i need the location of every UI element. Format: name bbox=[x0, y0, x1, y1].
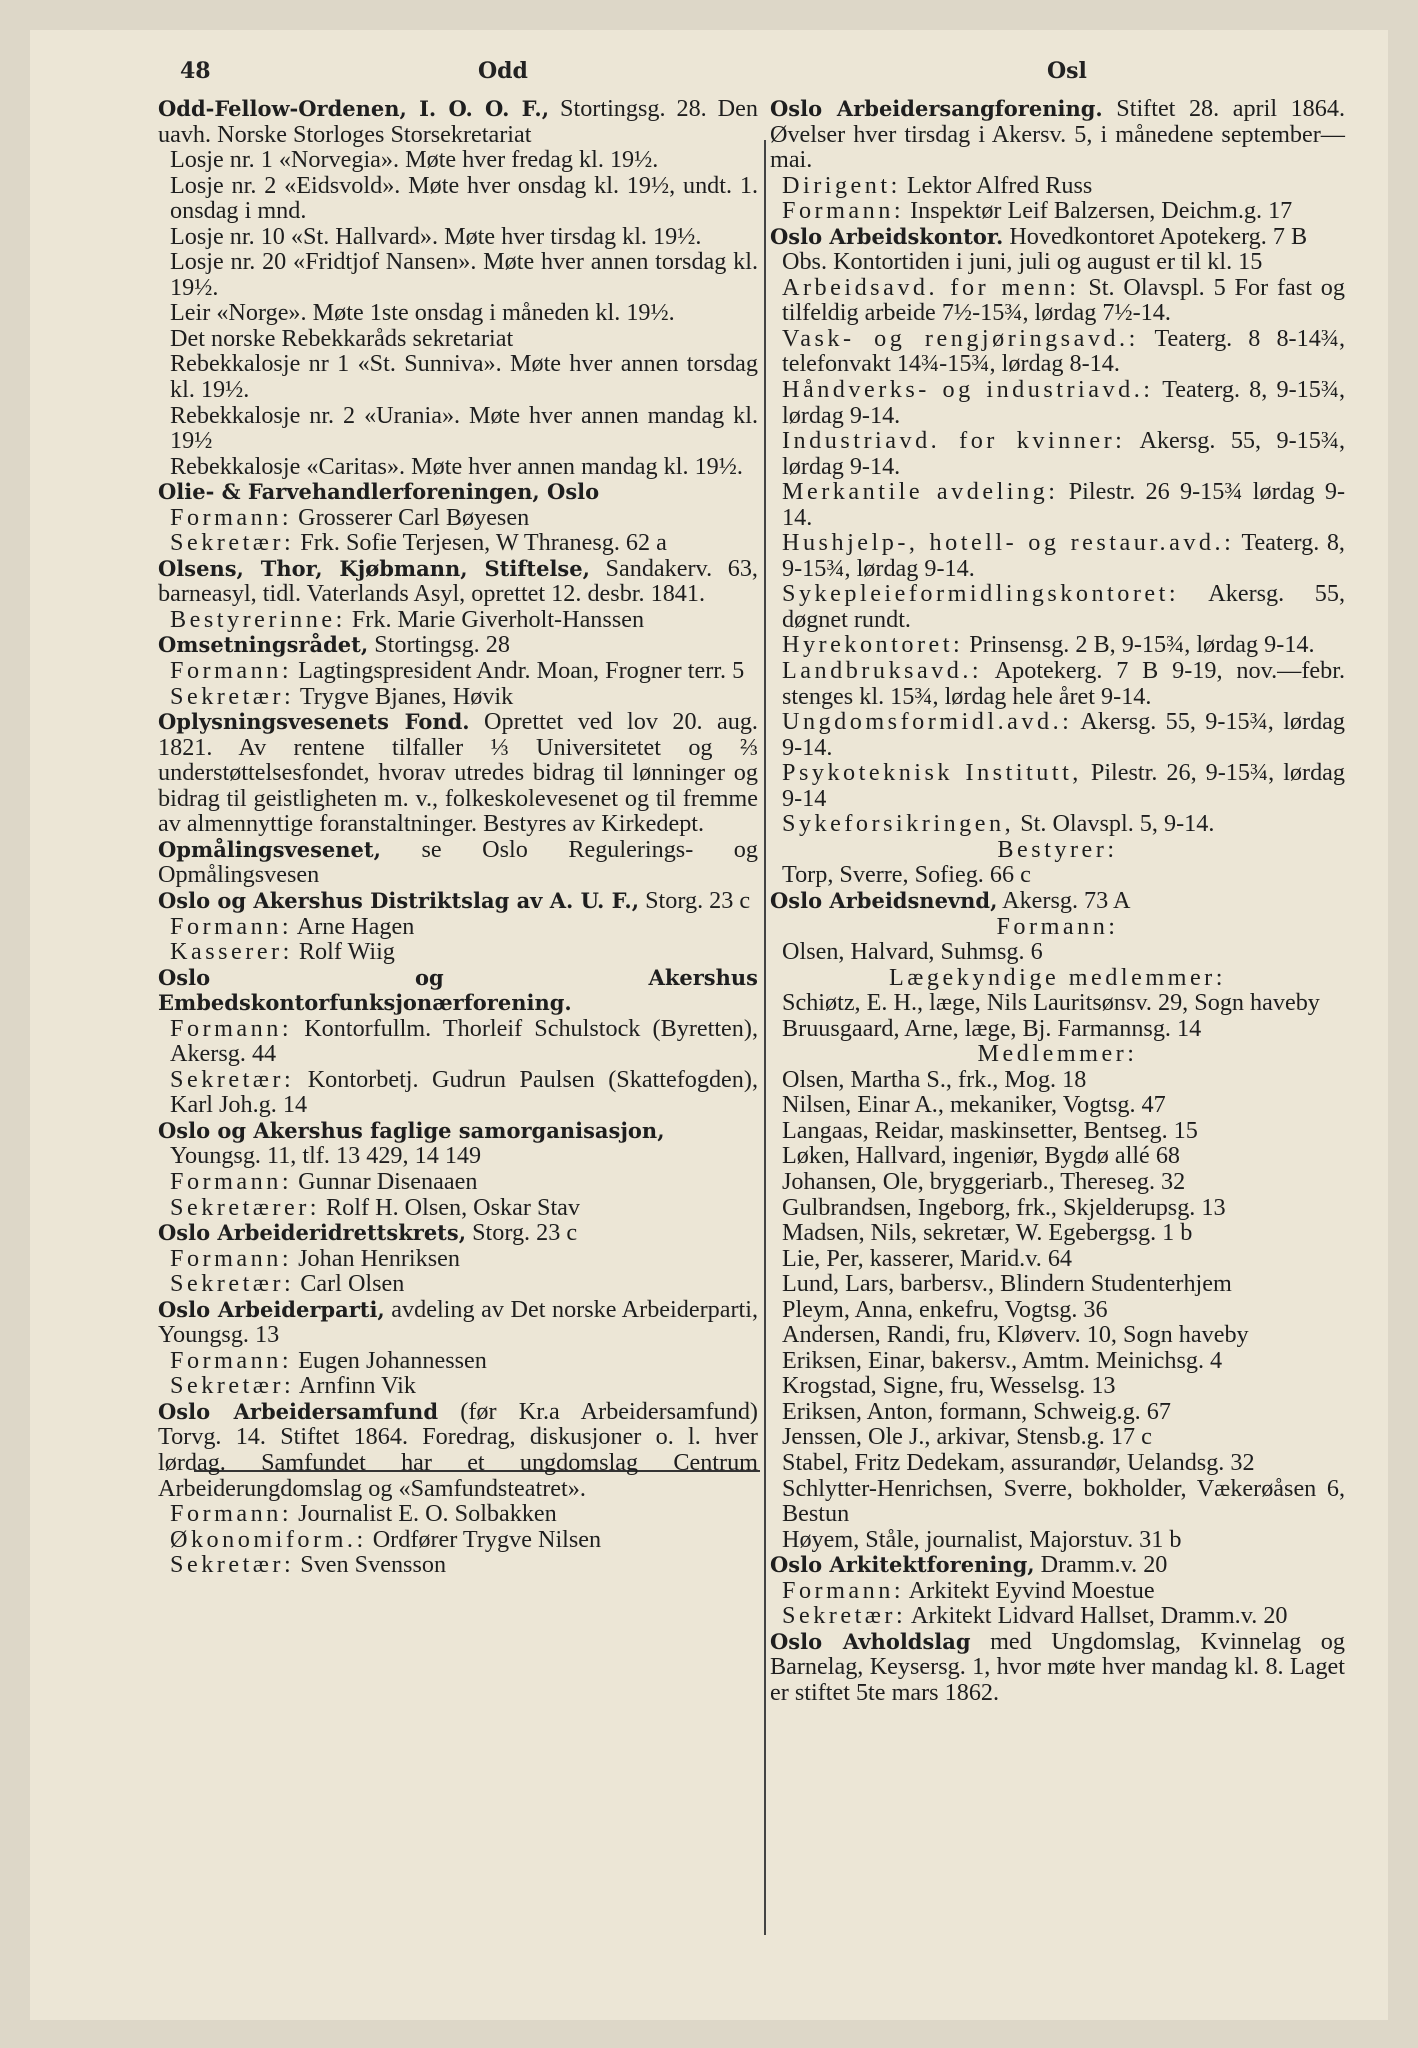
role-label: Sekretærer: bbox=[170, 1193, 320, 1221]
entry-heading: Oslo Arbeiderparti, bbox=[158, 1296, 385, 1322]
entry-text: Schiøtz, E. H., læge, Nils Lauritsønsv. 29, Sogn haveby bbox=[782, 989, 1320, 1017]
entry-text: Olsen, Halvard, Suhmsg. 6 bbox=[782, 938, 1043, 966]
entry-line bbox=[770, 811, 1345, 837]
entry-text: Eriksen, Anton, formann, Schweig.g. 67 bbox=[782, 1397, 1171, 1425]
entry-line bbox=[158, 224, 758, 250]
entry-line bbox=[158, 454, 758, 480]
entry-line bbox=[770, 1322, 1345, 1348]
entry-line bbox=[770, 1578, 1345, 1604]
entry-line bbox=[770, 1424, 1345, 1450]
role-label: Formann: bbox=[170, 1346, 293, 1374]
role-label: Formann: bbox=[170, 1500, 293, 1528]
entry-text: Rebekkalosje nr. 2 «Urania». Møte hver annen mandag kl. 19½ bbox=[170, 401, 758, 455]
role-label: Sekretær: bbox=[170, 1065, 295, 1093]
entry-line bbox=[158, 914, 758, 940]
role-label: Sekretær: bbox=[170, 529, 295, 557]
entry-text: Madsen, Nils, sekretær, W. Egebergsg. 1 b bbox=[782, 1219, 1193, 1247]
role-label: Psykoteknisk Institutt, bbox=[782, 759, 1082, 787]
entry-text: Dramm.v. 20 bbox=[1034, 1551, 1168, 1579]
directory-entry bbox=[158, 888, 758, 914]
directory-entry bbox=[770, 1552, 1345, 1578]
entry-heading: Oslo Arbeideridrettskrets, bbox=[158, 1220, 467, 1246]
role-label: Håndverks- og industriavd.: bbox=[782, 376, 1154, 404]
entry-line bbox=[770, 1603, 1345, 1629]
entry-text: Gunnar Disenaaen bbox=[292, 1167, 478, 1195]
role-label: Sekretær: bbox=[782, 1602, 907, 1630]
entry-line bbox=[770, 658, 1345, 709]
entry-heading: Oslo Arbeidskontor. bbox=[770, 223, 1004, 249]
entry-text: Teaterg. 8, 9-15¾, lørdag 9-14. bbox=[782, 376, 1346, 429]
role-heading: Lægekyndige medlemmer: bbox=[889, 963, 1226, 991]
entry-text: Lektor Alfred Russ bbox=[900, 171, 1093, 199]
entry-text: Pleym, Anna, enkefru, Vogtsg. 36 bbox=[782, 1295, 1108, 1323]
entry-heading: Oslo Arbeidersangforening. bbox=[770, 96, 1103, 121]
entry-text: Arkitekt Lidvard Hallset, Dramm.v. 20 bbox=[906, 1602, 1288, 1630]
entry-text: Eugen Johannessen bbox=[292, 1346, 487, 1374]
entry-text: Lie, Per, kasserer, Marid.v. 64 bbox=[782, 1244, 1073, 1272]
entry-line bbox=[770, 1169, 1345, 1195]
entry-text: Eriksen, Einar, bakersv., Amtm. Meinichsg. 4 bbox=[782, 1346, 1223, 1374]
entry-line bbox=[158, 351, 758, 402]
entry-text: med Ungdomslag, Kvinnelag og Barnelag, Keysersg. 1, hvor møte hver mandag kl. 8. Laget er stiftet 5te mars 1862. bbox=[770, 1627, 1345, 1706]
entry-line bbox=[770, 1092, 1345, 1118]
entry-text: Akersg. 55, 9-15¾, lørdag 9-14. bbox=[782, 708, 1345, 761]
entry-line bbox=[770, 1246, 1345, 1272]
entry-text: Rebekkalosje nr 1 «St. Sunniva». Møte hver annen torsdag kl. 19½. bbox=[170, 350, 758, 404]
directory-entry bbox=[158, 1220, 758, 1246]
entry-line bbox=[770, 326, 1345, 377]
entry-text: Grosserer Carl Bøyesen bbox=[292, 503, 530, 531]
entry-line bbox=[770, 1016, 1345, 1042]
role-label: Formann: bbox=[782, 1576, 905, 1604]
role-label: Vask- og rengjøringsavd.: bbox=[782, 324, 1139, 352]
entry-heading: Oslo Arbeidersamfund bbox=[158, 1398, 439, 1424]
entry-text: Løken, Hallvard, ingeniør, Bygdø allé 68 bbox=[782, 1142, 1181, 1170]
entry-text: avdeling av Det norske Arbeiderparti, Youngsg. 13 bbox=[158, 1295, 758, 1349]
entry-line bbox=[158, 1373, 758, 1399]
entry-text: Andersen, Randi, fru, Kløverv. 10, Sogn haveby bbox=[782, 1321, 1249, 1349]
role-label: Sekretær: bbox=[170, 682, 295, 710]
entry-text: Rebekkalosje «Caritas». Møte hver annen mandag kl. 19½. bbox=[170, 452, 743, 480]
entry-heading: Oslo Arkitektforening, bbox=[770, 1552, 1035, 1578]
entry-text: (før Kr.a Arbeidersamfund) Torvg. 14. Stiftet 1864. Foredrag, diskusjoner o. l. hver lørdag. Samfundet har et ungdomslag Centrum Arbeiderungdomslag og «Samfundsteatret». bbox=[158, 1397, 758, 1502]
directory-entry bbox=[770, 96, 1345, 173]
entry-line bbox=[770, 1297, 1345, 1323]
entry-text: Akersg. 55, døgnet rundt. bbox=[782, 580, 1345, 633]
entry-text: Prinsensg. 2 B, 9-15¾, lørdag 9-14. bbox=[963, 631, 1315, 659]
entry-text: Stiftet 28. april 1864. Øvelser hver tirsdag i Akersv. 5, i månedene september—mai. bbox=[770, 95, 1345, 174]
entry-text: Pilestr. 26, 9-15¾, lørdag 9-14 bbox=[782, 759, 1345, 812]
entry-line bbox=[158, 1271, 758, 1297]
entry-heading: Oplysningsvesenets Fond. bbox=[158, 709, 470, 735]
entry-line bbox=[158, 1527, 758, 1553]
left-column bbox=[158, 96, 758, 1578]
entry-text: Journalist E. O. Solbakken bbox=[292, 1500, 557, 1528]
entry-text: Stortingsg. 28 bbox=[368, 631, 510, 659]
right-running-head: Osl bbox=[1047, 58, 1087, 84]
directory-entry bbox=[770, 888, 1345, 914]
entry-line bbox=[158, 505, 758, 531]
entry-text: Carl Olsen bbox=[294, 1270, 405, 1298]
entry-text: Lagtingspresident Andr. Moan, Frogner terr. 5 bbox=[292, 657, 745, 685]
entry-line bbox=[158, 326, 758, 352]
entry-text: Sven Svensson bbox=[294, 1551, 447, 1579]
role-label: Bestyrerinne: bbox=[170, 605, 346, 633]
entry-text: Gulbrandsen, Ingeborg, frk., Skjelderupsg. 13 bbox=[782, 1193, 1226, 1221]
directory-entry bbox=[770, 1629, 1345, 1706]
entry-text: Oprettet ved lov 20. aug. 1821. Av rentene tilfaller ⅓ Universitetet og ⅔ understøttelsesfondet, hvorav utredes bidrag til lønninger og bidrag til geistligheten m. v., folkeskolevesenet og til fremme av almennyttige foranstaltninger. Bestyres av Kirkedept. bbox=[158, 708, 758, 838]
entry-line bbox=[770, 249, 1345, 275]
directory-entry bbox=[158, 479, 758, 505]
entry-line bbox=[158, 1348, 758, 1374]
role-label: Landbruksavd.: bbox=[782, 657, 983, 685]
role-label: Ungdomsformidl.avd.: bbox=[782, 708, 1073, 736]
entry-line bbox=[770, 428, 1345, 479]
entry-line bbox=[770, 939, 1345, 965]
entry-line bbox=[770, 581, 1345, 632]
entry-line bbox=[158, 147, 758, 173]
entry-line bbox=[158, 1552, 758, 1578]
entry-text: Apotekerg. 7 B 9-19, nov.—febr. stenges kl. 15¾, lørdag hele året 9-14. bbox=[782, 657, 1345, 710]
role-label: Formann: bbox=[170, 503, 293, 531]
entry-text: se Oslo Regulerings- og Opmålingsvesen bbox=[158, 835, 758, 889]
entry-line bbox=[770, 1271, 1345, 1297]
entry-text: Rolf H. Olsen, Oskar Stav bbox=[320, 1193, 580, 1221]
entry-text: Pilestr. 26 9-15¾ lørdag 9-14. bbox=[782, 478, 1345, 531]
entry-line bbox=[770, 1476, 1345, 1527]
entry-text: Inspektør Leif Balzersen, Deichm.g. 17 bbox=[904, 197, 1293, 225]
directory-entry bbox=[158, 632, 758, 658]
entry-line bbox=[770, 760, 1345, 811]
entry-heading: Olie- & Farvehandlerforeningen, Oslo bbox=[158, 479, 600, 505]
entry-text: Torp, Sverre, Sofieg. 66 c bbox=[782, 861, 1031, 889]
entry-heading: Omsetningsrådet, bbox=[158, 632, 369, 658]
entry-text: Høyem, Ståle, journalist, Majorstuv. 31 b bbox=[782, 1525, 1182, 1553]
column-divider bbox=[764, 140, 766, 1935]
entry-text: Hovedkontoret Apotekerg. 7 B bbox=[1003, 222, 1308, 250]
entry-text: Kontorfullm. Thorleif Schulstock (Byretten), Akersg. 44 bbox=[170, 1014, 758, 1068]
entry-line bbox=[770, 1348, 1345, 1374]
entry-line bbox=[770, 1143, 1345, 1169]
entry-text: Rolf Wiig bbox=[292, 938, 395, 966]
entry-text: Akersg. 73 A bbox=[997, 886, 1131, 914]
entry-text: Youngsg. 11, tlf. 13 429, 14 149 bbox=[170, 1142, 482, 1170]
role-label: Industriavd. for kvinner: bbox=[782, 427, 1126, 455]
entry-text: Losje nr. 2 «Eidsvold». Møte hver onsdag kl. 19½, undt. 1. onsdag i mnd. bbox=[170, 171, 758, 225]
entry-line bbox=[770, 377, 1345, 428]
role-label: Hushjelp-, hotell- og restaur.avd.: bbox=[782, 529, 1235, 557]
entry-line bbox=[158, 1067, 758, 1118]
entry-text: Trygve Bjanes, Høvik bbox=[294, 682, 514, 710]
role-label: Formann: bbox=[170, 1167, 293, 1195]
directory-entry bbox=[158, 837, 758, 888]
entry-line bbox=[770, 1067, 1345, 1093]
entry-line bbox=[770, 632, 1345, 658]
role-label: Formann: bbox=[170, 912, 293, 940]
page-number: 48 bbox=[180, 58, 211, 84]
entry-text: Stortingsg. 28. Den uavh. Norske Storloges Storsekretariat bbox=[158, 95, 758, 148]
entry-text: Akersg. 55, 9-15¾, lørdag 9-14. bbox=[782, 427, 1346, 480]
entry-text: Johansen, Ole, bryggeriarb., Thereseg. 32 bbox=[782, 1167, 1186, 1195]
role-label: Formann: bbox=[170, 657, 293, 685]
entry-text: Losje nr. 20 «Fridtjof Nansen». Møte hver annen torsdag kl. 19½. bbox=[170, 248, 758, 301]
entry-line bbox=[770, 862, 1345, 888]
entry-line bbox=[770, 990, 1345, 1016]
entry-line bbox=[770, 1527, 1345, 1553]
entry-text: Arne Hagen bbox=[292, 912, 415, 940]
entry-text: Bruusgaard, Arne, læge, Bj. Farmannsg. 14 bbox=[782, 1014, 1202, 1042]
entry-line bbox=[158, 1246, 758, 1272]
role-label: Dirigent: bbox=[782, 171, 901, 199]
entry-heading: Oslo og Akershus Distriktslag av A. U. F., bbox=[158, 887, 640, 913]
entry-line bbox=[158, 607, 758, 633]
entry-text: Frk. Sofie Terjesen, W Thranesg. 62 a bbox=[294, 529, 667, 557]
entry-text: Storg. 23 c bbox=[466, 1219, 578, 1247]
entry-text: Ordfører Trygve Nilsen bbox=[366, 1525, 602, 1553]
entry-text: Olsen, Martha S., frk., Mog. 18 bbox=[782, 1065, 1087, 1093]
entry-line bbox=[770, 479, 1345, 530]
role-label: Økonomiform.: bbox=[170, 1525, 367, 1553]
entry-text: Teaterg. 8, 9-15¾, lørdag 9-14. bbox=[782, 529, 1345, 582]
entry-line bbox=[770, 709, 1345, 760]
entry-heading: Oslo og Akershus Embedskontorfunksjonærforening. bbox=[158, 964, 758, 1016]
entry-text: Jenssen, Ole J., arkivar, Stensb.g. 17 c bbox=[782, 1423, 1152, 1451]
entry-line bbox=[770, 530, 1345, 581]
directory-entry bbox=[158, 1118, 758, 1144]
directory-entry bbox=[158, 709, 758, 837]
entry-text: Krogstad, Signe, fru, Wesselsg. 13 bbox=[782, 1372, 1116, 1400]
role-heading: Medlemmer: bbox=[977, 1040, 1138, 1068]
entry-line bbox=[158, 1169, 758, 1195]
entry-text: Storg. 23 c bbox=[639, 886, 751, 914]
entry-line bbox=[158, 939, 758, 965]
entry-line bbox=[770, 173, 1345, 199]
entry-line bbox=[770, 1450, 1345, 1476]
left-running-head: Odd bbox=[478, 58, 528, 84]
role-label: Formann: bbox=[782, 197, 905, 225]
entry-text: Leir «Norge». Møte 1ste onsdag i måneden kl. 19½. bbox=[170, 299, 675, 327]
role-label: Sekretær: bbox=[170, 1270, 295, 1298]
entry-heading: Oslo og Akershus faglige samorganisasjon, bbox=[158, 1117, 665, 1143]
right-column bbox=[770, 96, 1345, 1705]
entry-text: Nilsen, Einar A., mekaniker, Vogtsg. 47 bbox=[782, 1091, 1166, 1119]
entry-text: Sandakerv. 63, barneasyl, tidl. Vaterlands Asyl, oprettet 12. desbr. 1841. bbox=[158, 554, 758, 608]
role-label: Merkantile avdeling: bbox=[782, 478, 1059, 506]
entry-text: St. Olavspl. 5 For fast og tilfeldig arbeide 7½-15¾, lørdag 7½-14. bbox=[782, 273, 1345, 327]
entry-text: Losje nr. 10 «St. Hallvard». Møte hver tirsdag kl. 19½. bbox=[170, 222, 702, 250]
entry-text: Frk. Marie Giverholt-Hanssen bbox=[345, 605, 645, 633]
directory-entry bbox=[158, 556, 758, 607]
role-label: Arbeidsavd. for menn: bbox=[782, 273, 1080, 301]
entry-heading: Olsens, Thor, Kjøbmann, Stiftelse, bbox=[158, 555, 590, 581]
entry-text: Losje nr. 1 «Norvegia». Møte hver fredag kl. 19½. bbox=[170, 146, 659, 174]
directory-entry bbox=[158, 965, 758, 1016]
entry-text: Det norske Rebekkaråds sekretariat bbox=[170, 324, 514, 352]
entry-text: Langaas, Reidar, maskinsetter, Bentseg. 15 bbox=[782, 1116, 1198, 1144]
entry-text: Stabel, Fritz Dedekam, assurandør, Uelandsg. 32 bbox=[782, 1448, 1255, 1476]
role-label: Kasserer: bbox=[170, 938, 293, 966]
entry-line bbox=[158, 684, 758, 710]
directory-entry bbox=[158, 1399, 758, 1501]
role-label: Sykeforsikringen, bbox=[782, 810, 1015, 838]
entry-heading: Odd-Fellow-Ordenen, I. O. O. F., bbox=[158, 96, 550, 121]
role-label: Sykepleieformidlingskontoret: bbox=[782, 580, 1180, 608]
entry-text: St. Olavspl. 5, 9-14. bbox=[1014, 810, 1215, 838]
entry-line bbox=[158, 173, 758, 224]
entry-text: Lund, Lars, barbersv., Blindern Studenterhjem bbox=[782, 1270, 1232, 1298]
entry-line bbox=[770, 1373, 1345, 1399]
entry-line bbox=[770, 1195, 1345, 1221]
entry-line bbox=[770, 1220, 1345, 1246]
entry-line bbox=[158, 1501, 758, 1527]
role-label: Sekretær: bbox=[170, 1372, 295, 1400]
directory-entry bbox=[158, 96, 758, 147]
entry-line bbox=[770, 275, 1345, 326]
role-heading: Formann: bbox=[996, 912, 1119, 940]
entry-text: Johan Henriksen bbox=[292, 1244, 460, 1272]
entry-text: Teaterg. 8 8-14¾, telefonvakt 14¾-15¾, lørdag 8-14. bbox=[782, 324, 1345, 378]
entry-text: Arnfinn Vik bbox=[294, 1372, 416, 1400]
directory-entry bbox=[770, 224, 1345, 250]
entry-line bbox=[158, 1016, 758, 1067]
entry-line bbox=[770, 1118, 1345, 1144]
role-label: Hyrekontoret: bbox=[782, 631, 964, 659]
entry-line bbox=[770, 1399, 1345, 1425]
entry-line bbox=[158, 249, 758, 300]
entry-text: Obs. Kontortiden i juni, juli og august er til kl. 15 bbox=[782, 248, 1263, 276]
role-label: Sekretær: bbox=[170, 1551, 295, 1579]
entry-line bbox=[158, 300, 758, 326]
entry-text: Arkitekt Eyvind Moestue bbox=[904, 1576, 1155, 1604]
entry-text: Schlytter-Henrichsen, Sverre, bokholder, Vækerøåsen 6, Bestun bbox=[782, 1474, 1345, 1528]
entry-heading: Opmålingsvesenet, bbox=[158, 836, 381, 862]
entry-line bbox=[158, 1143, 758, 1169]
role-label: Formann: bbox=[170, 1244, 293, 1272]
entry-line bbox=[158, 658, 758, 684]
entry-line bbox=[158, 530, 758, 556]
entry-line bbox=[158, 403, 758, 454]
entry-heading: Oslo Arbeidsnevnd, bbox=[770, 887, 998, 913]
entry-line bbox=[158, 1195, 758, 1221]
entry-heading: Oslo Avholdslag bbox=[770, 1628, 971, 1654]
role-label: Formann: bbox=[170, 1014, 293, 1042]
directory-entry bbox=[158, 1297, 758, 1348]
entry-line bbox=[770, 198, 1345, 224]
entry-text: Kontorbetj. Gudrun Paulsen (Skattefogden), Karl Joh.g. 14 bbox=[170, 1065, 758, 1119]
role-heading: Bestyrer: bbox=[997, 835, 1118, 863]
